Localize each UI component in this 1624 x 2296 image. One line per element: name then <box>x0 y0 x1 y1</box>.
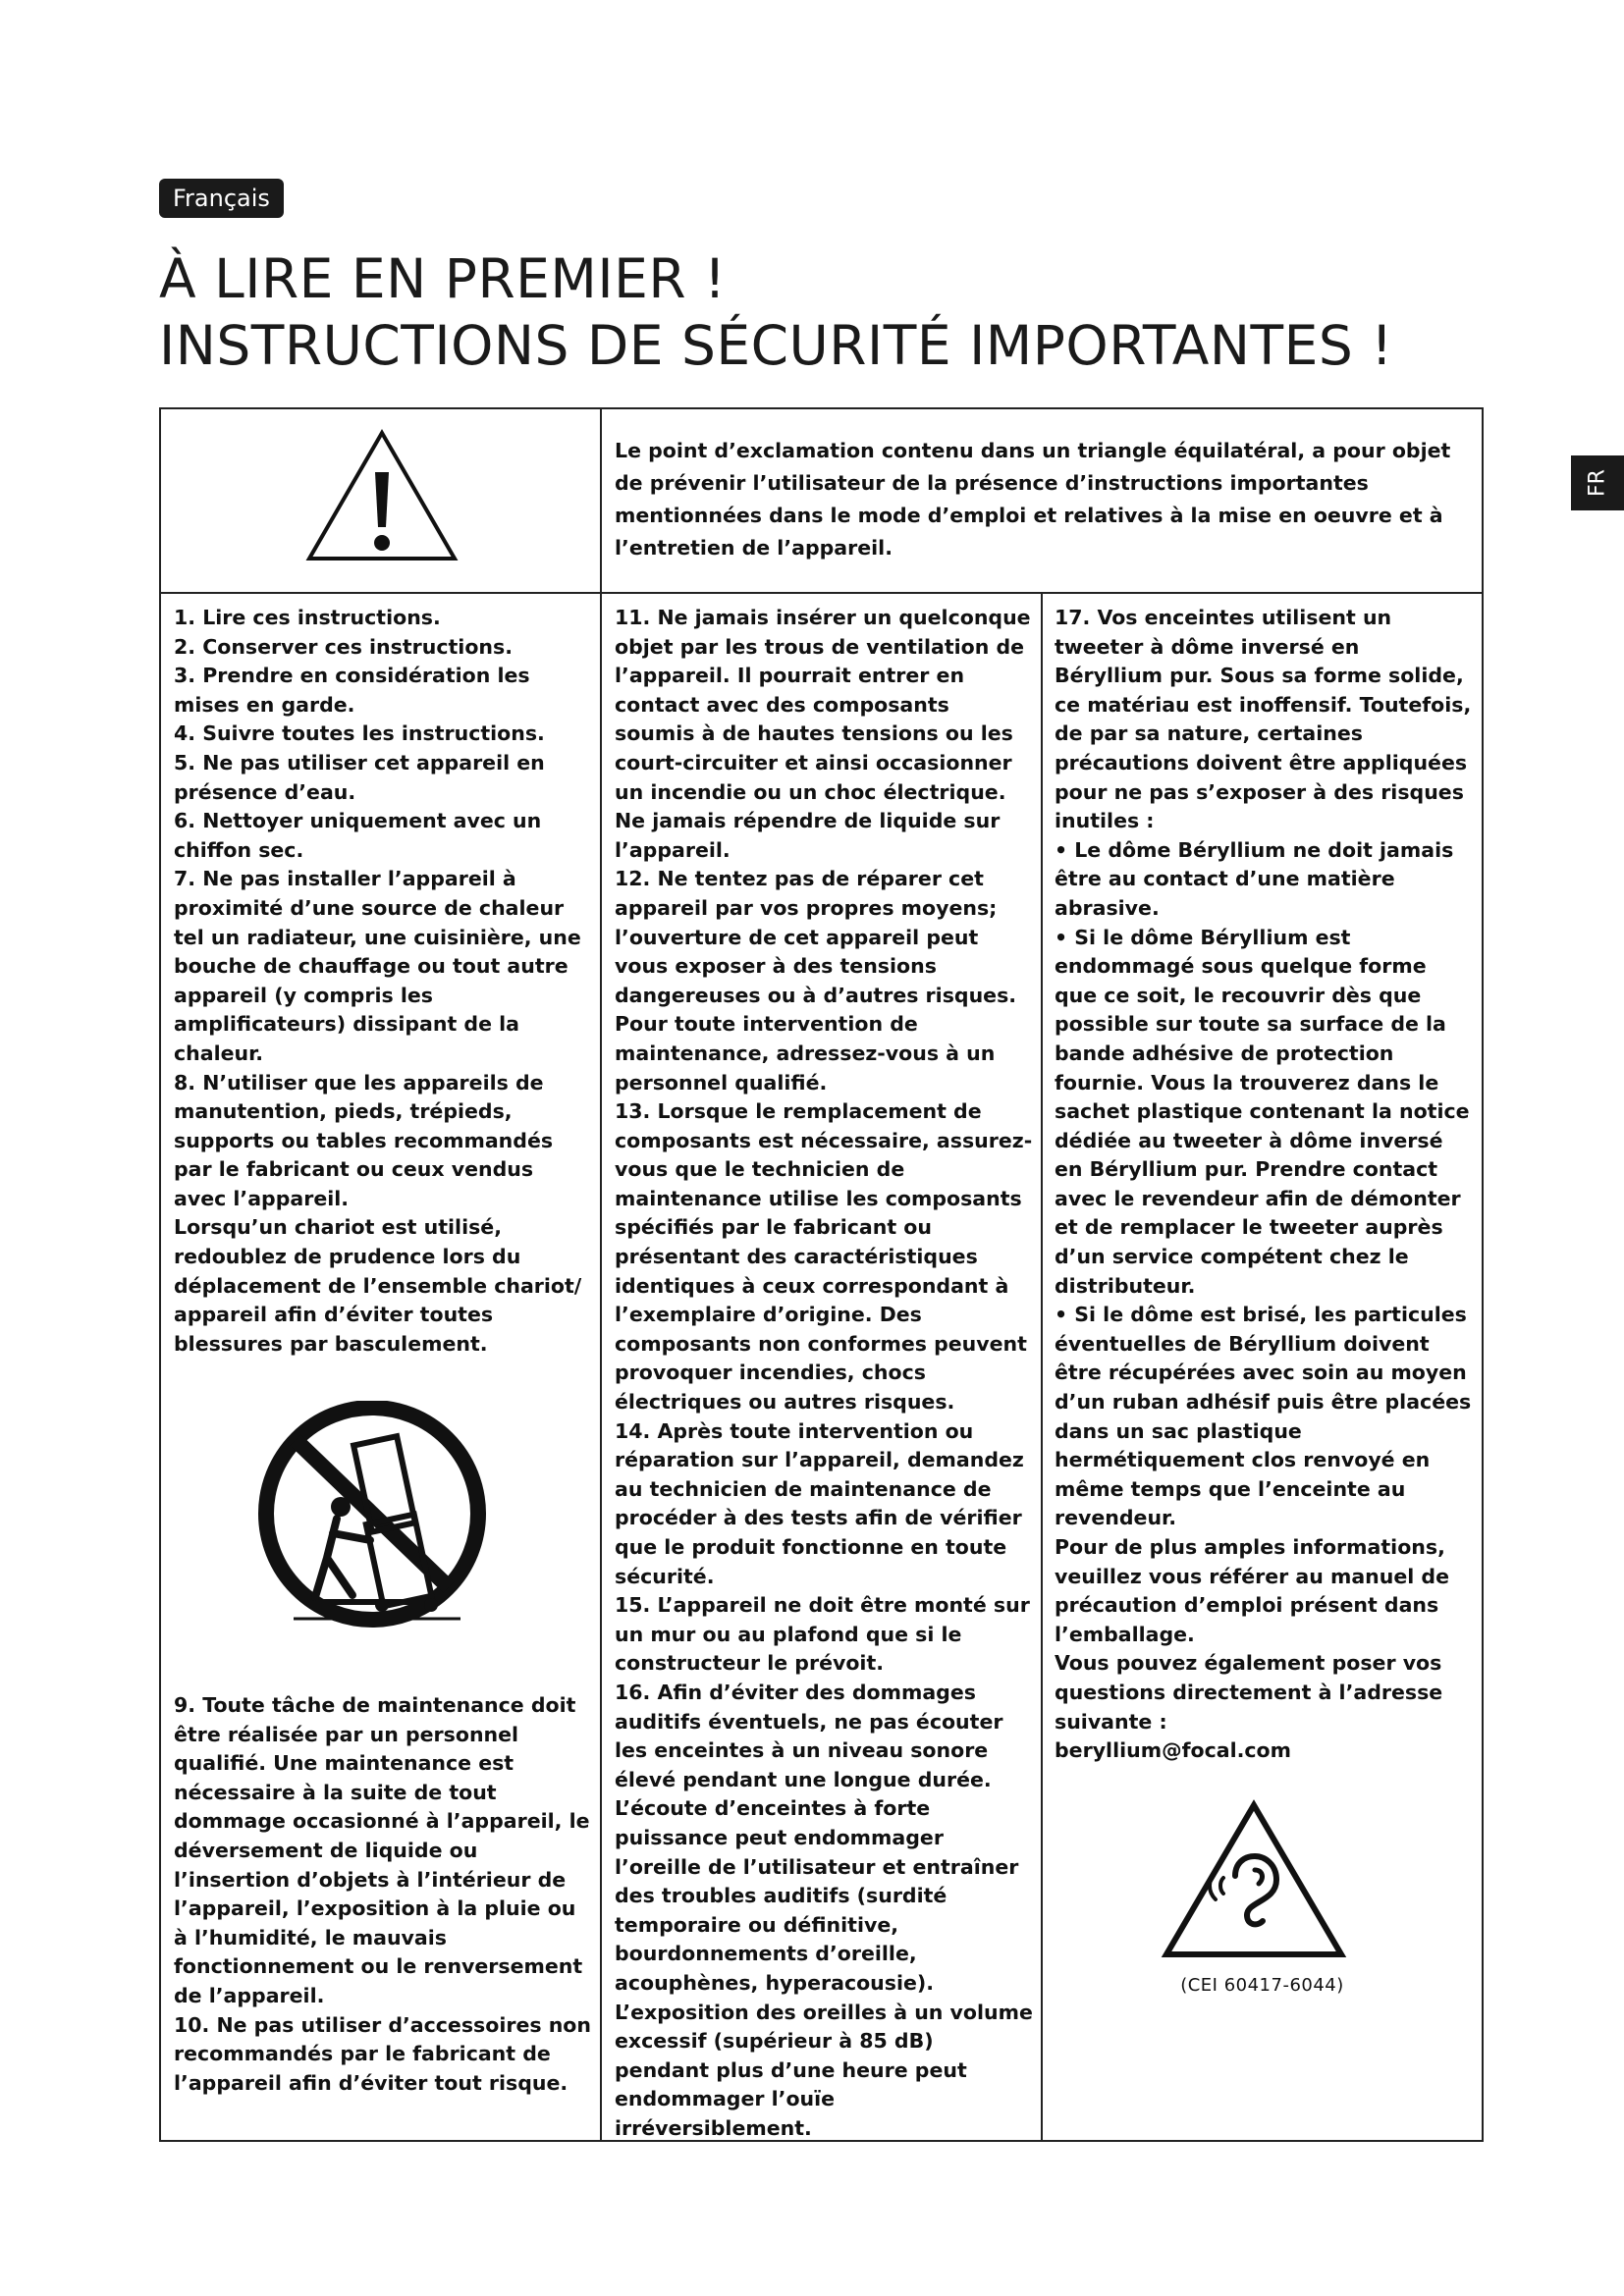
warning-symbol-cell <box>161 409 602 594</box>
instruction-item: • Le dôme Béryllium ne doit jamais être au contact d’une matière abrasive. <box>1055 837 1454 920</box>
instruction-item: 15. L’appareil ne doit être monté sur un mur ou au plafond que si le constructeur le prévoit. <box>615 1593 1030 1676</box>
instruction-item: 16. Afin d’éviter des dommages auditifs éventuels, ne pas écouter les enceintes à un niveau sonore élevé pendant une longue durée. <box>615 1680 1003 1791</box>
instruction-item: 7. Ne pas installer l’appareil à proximité d’une source de chaleur tel un radiateur, une cuisinière, une bouche de chauffage ou tout autre appareil (y compris les amplificateurs) dissipant de la chaleur. <box>174 867 581 1065</box>
instruction-item: Ne jamais répendre de liquide sur l’appareil. <box>615 809 1001 862</box>
instruction-item: 13. Lorsque le remplacement de composants est nécessaire, assurez-vous que le technicien de maintenance utilise les composants spécifiés par le fabricant ou présentant des caractéristiques identiques à ceux correspondant à l’exemplaire d’origine. Des composants non conformes peuvent provoquer incendies, chocs électriques ou autres risques. <box>615 1099 1033 1415</box>
instruction-item: 2. Conserver ces instructions. <box>174 634 514 659</box>
instruction-item: 5. Ne pas utiliser cet appareil en présence d’eau. <box>174 750 545 804</box>
instruction-item: 1. Lire ces instructions. <box>174 606 441 629</box>
instruction-item: 6. Nettoyer uniquement avec un chiffon sec. <box>174 809 542 862</box>
instruction-item: 4. Suivre toutes les instructions. <box>174 721 545 746</box>
instructions-column-1-bottom <box>174 1691 594 2098</box>
instruction-item: Pour de plus amples informations, veuillez vous référer au manuel de précaution d’emploi présent dans l’emballage. <box>1055 1535 1449 1646</box>
instruction-item: • Si le dôme est brisé, les particules éventuelles de Béryllium doivent être récupérées avec soin au moyen d’un ruban adhésif puis être placées dans un sac plastique hermétiquement clos renvoyé en même temps que l’enceinte au revendeur. <box>1055 1303 1472 1530</box>
title-line-1: À LIRE EN PREMIER ! <box>159 247 727 310</box>
instruction-item: 8. N’utiliser que les appareils de manutention, pieds, trépieds, supports ou tables recommandés par le fabricant ou ceux vendus avec l’appareil. <box>174 1070 554 1210</box>
safety-table <box>159 407 1484 2142</box>
instructions-column-1 <box>161 594 602 2142</box>
page-title <box>159 245 1534 379</box>
cart-tip-over-warning-icon <box>254 1401 490 1641</box>
instruction-item: L’exposition des oreilles à un volume excessif (supérieur à 85 dB) pendant plus d’une heure peut endommager l’ouïe irréversiblement. <box>615 2000 1033 2140</box>
title-line-2: INSTRUCTIONS DE SÉCURITÉ IMPORTANTES ! <box>159 314 1393 377</box>
instruction-item: Vous pouvez également poser vos questions directement à l’adresse suivante : <box>1055 1651 1443 1734</box>
instruction-item: 9. Toute tâche de maintenance doit être réalisée par un personnel qualifié. Une maintenance est nécessaire à la suite de tout dommage occasionné à l’appareil, le déversement de liquide ou l’insertion d’objets à l’intérieur de l’appareil, l’exposition à la pluie ou à l’humidité, le mauvais fonctionnement ou le renversement de l’appareil. <box>174 1693 590 2007</box>
language-side-tab: FR <box>1571 455 1624 510</box>
hearing-icon-caption: (CEI 60417-6044) <box>1180 1975 1344 1996</box>
hearing-damage-warning-icon <box>1161 1799 1347 1961</box>
instruction-item: 17. Vos enceintes utilisent un tweeter à dôme inversé en Béryllium pur. Sous sa forme solide, ce matériau est inoffensif. Toutefois, de par sa nature, certaines précautions doivent être appliquées pour ne pas s’exposer à des risques inutiles : <box>1055 606 1472 833</box>
instruction-item: 12. Ne tentez pas de réparer cet appareil par vos propres moyens; l’ouverture de cet appareil peut vous exposer à des tensions dangereuses ou à d’autres risques. Pour toute intervention de maintenance, adressez-vous à un personnel qualifié. <box>615 867 1017 1095</box>
instruction-item: L’écoute d’enceintes à forte puissance peut endommager l’oreille de l’utilisateur et entraîner des troubles auditifs (surdité temporaire ou définitive, bourdonnements d’oreille, acouphènes, hyperacousie). <box>615 1796 1019 1995</box>
exclamation-triangle-icon <box>303 427 460 574</box>
instruction-item: 11. Ne jamais insérer un quelconque objet par les trous de ventilation de l’appareil. Il pourrait entrer en contact avec des composants soumis à de hautes tensions ou les court-circuiter et ainsi occasionner un incendie ou un choc électrique. <box>615 606 1031 804</box>
warning-description: Le point d’exclamation contenu dans un triangle équilatéral, a pour objet de prévenir l’utilisateur de la présence d’instructions importantes mentionnées dans le mode d’emploi et relatives à la mise en oeuvre et à l’entretien de l’appareil. <box>602 409 1482 594</box>
language-badge: Français <box>159 179 284 218</box>
instruction-item: Lorsqu’un chariot est utilisé, redoublez de prudence lors du déplacement de l’ensemble chariot/ appareil afin d’éviter toutes blessures par basculement. <box>174 1215 582 1356</box>
instruction-item: 10. Ne pas utiliser d’accessoires non recommandés par le fabricant de l’appareil afin d’éviter tout risque. <box>174 2012 591 2095</box>
contact-email: beryllium@focal.com <box>1055 1738 1291 1763</box>
instructions-column-2 <box>602 594 1043 2142</box>
instruction-item: • Si le dôme Béryllium est endommagé sous quelque forme que ce soit, le recouvrir dès que possible sur toute sa surface de la bande adhésive de protection fournie. Vous la trouverez dans le sachet plastique contenant la notice dédiée au tweeter à dôme inversé en Béryllium pur. Prendre contact avec le revendeur afin de démonter et de remplacer le tweeter auprès d’un service compétent chez le distributeur. <box>1055 925 1470 1298</box>
instructions-column-3 <box>1043 594 1482 2142</box>
instruction-item: 14. Après toute intervention ou réparation sur l’appareil, demandez au technicien de maintenance de procéder à des tests afin de vérifier que le produit fonctionne en toute sécurité. <box>615 1418 1024 1588</box>
instruction-item: 3. Prendre en considération les mises en garde. <box>174 664 530 717</box>
